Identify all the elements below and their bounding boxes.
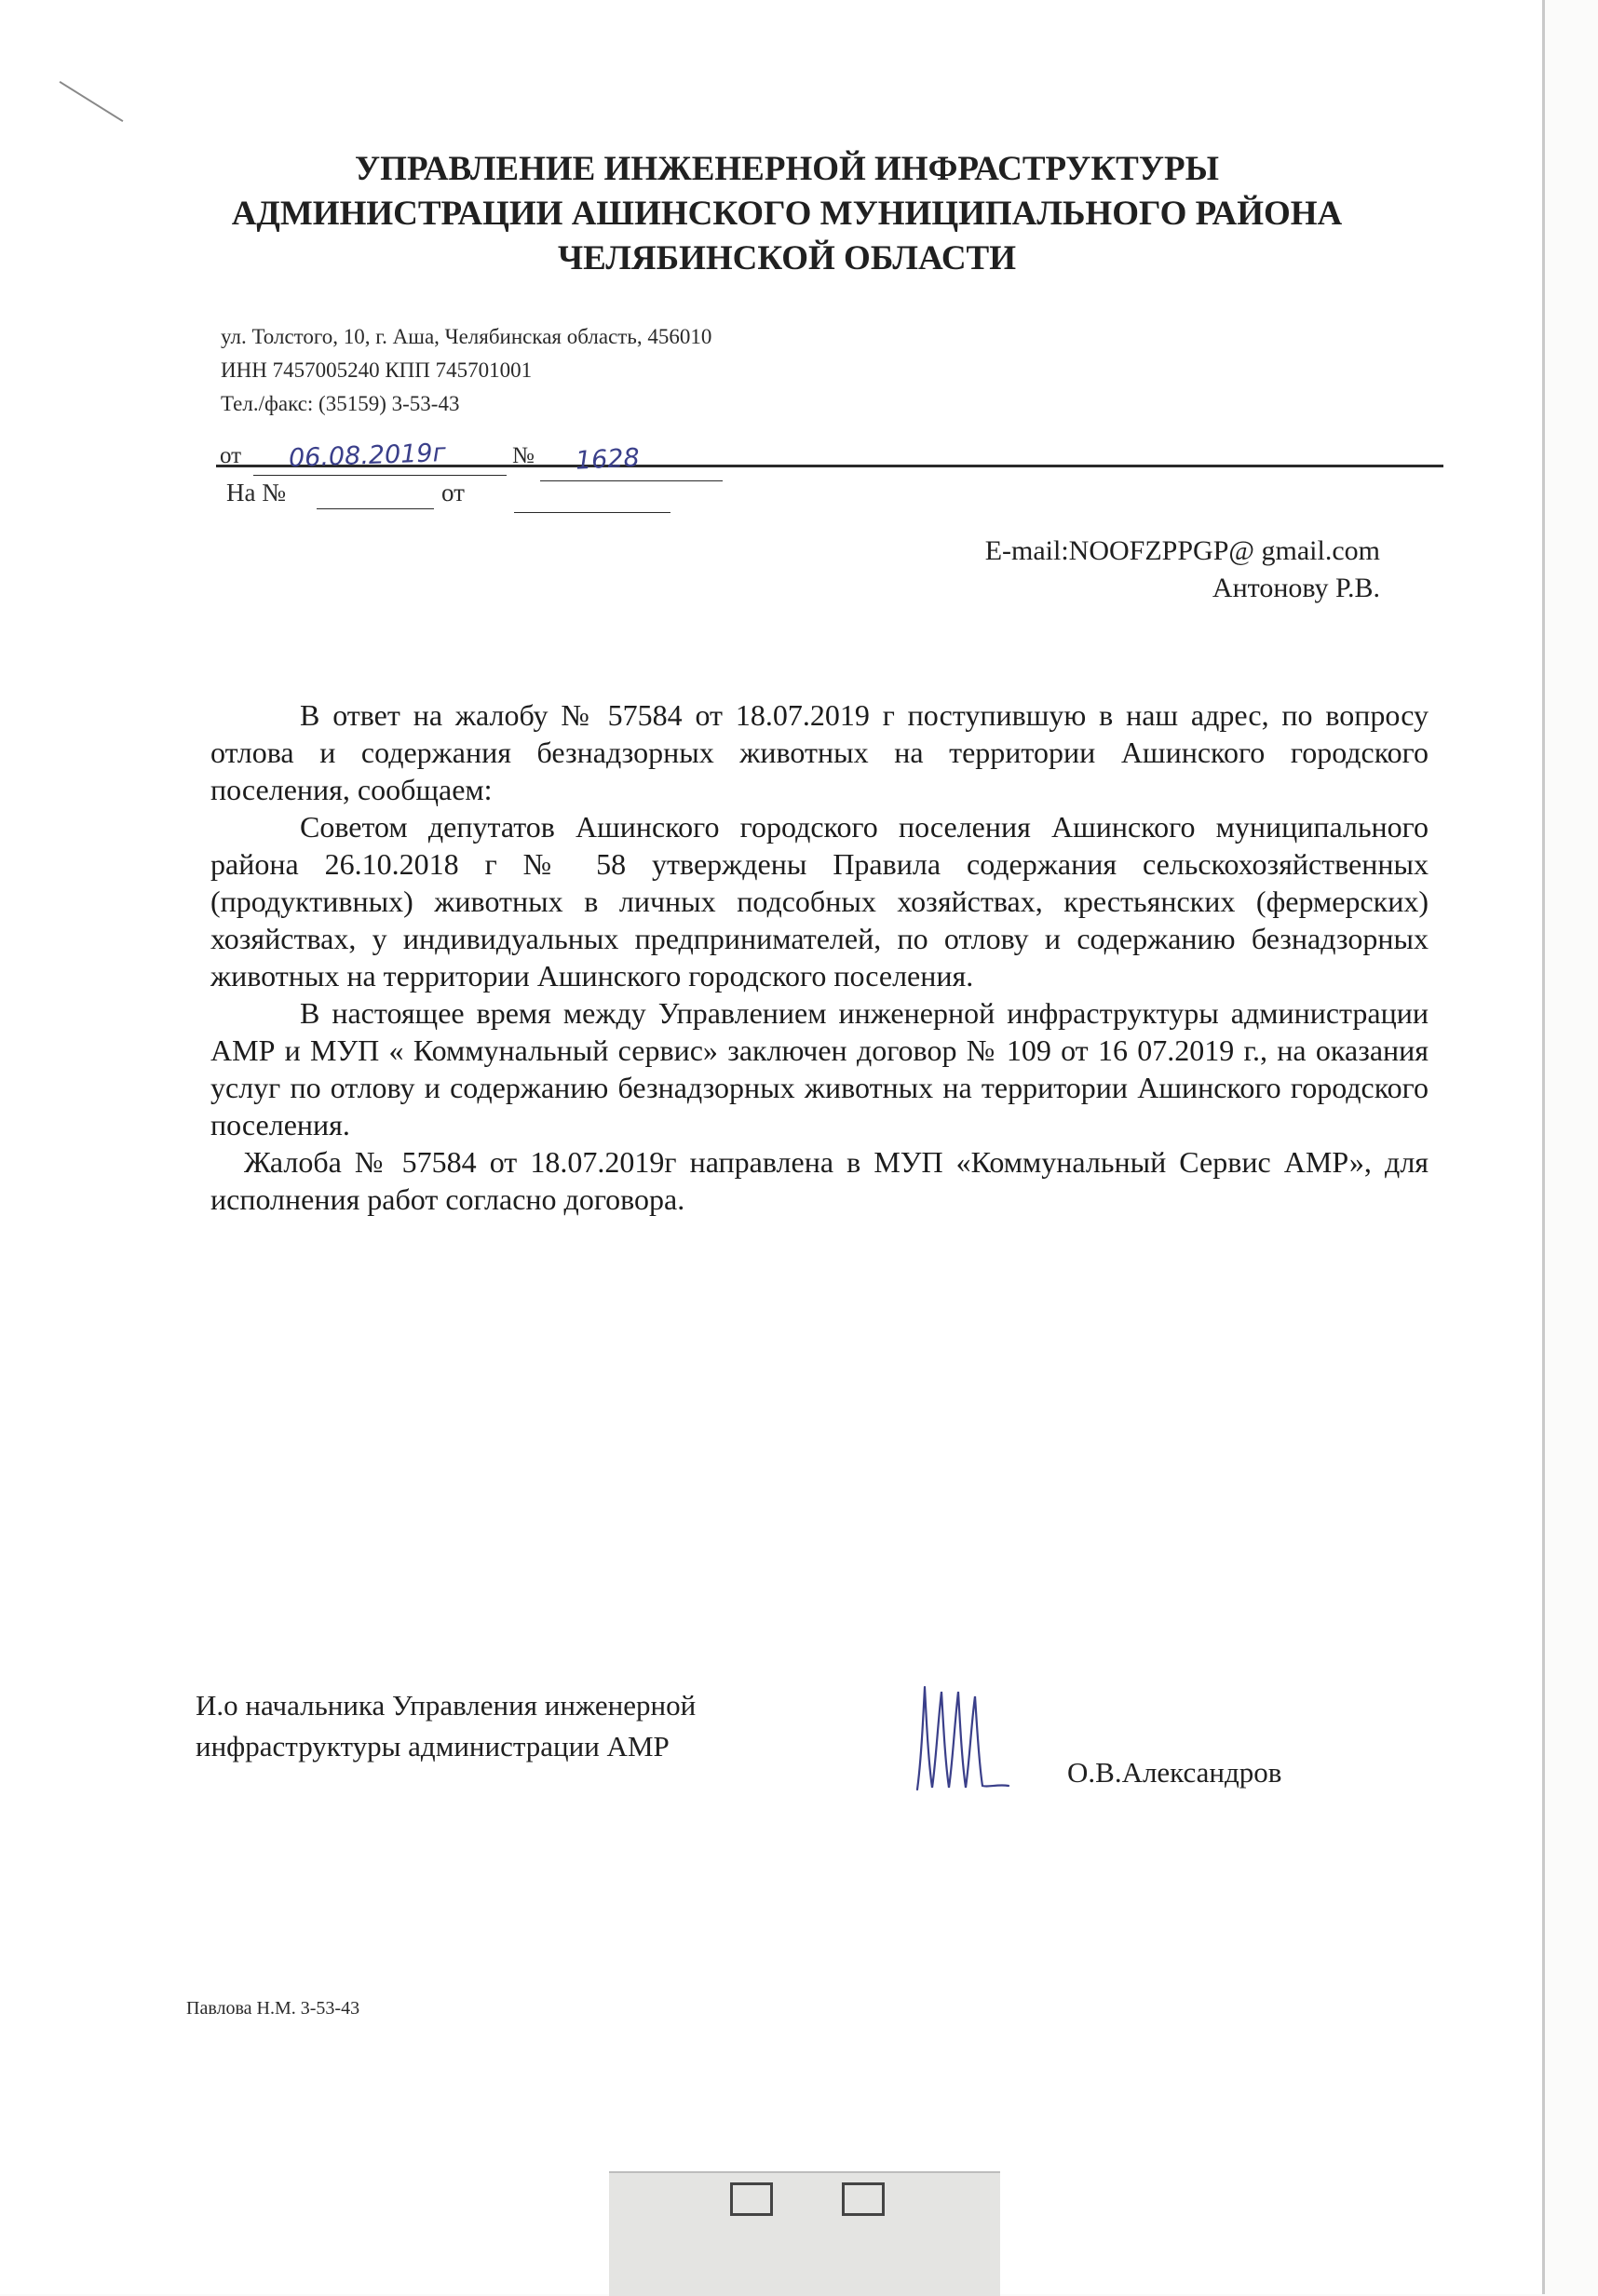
signer-position (196, 1685, 696, 1767)
letterhead-line-2: АДМИНИСТРАЦИИ АШИНСКОГО МУНИЦИПАЛЬНОГО РАЙОНА (231, 195, 1343, 233)
body-paragraph-1: В ответ на жалобу № 57584 от 18.07.2019 г поступившую в наш адрес, по вопросу отлова и содержания безнадзорных животных на территории Ашинского городского поселения, сообщаем: (210, 698, 1429, 806)
scan-artifact-mark (60, 81, 124, 122)
incoming-date-line (514, 512, 670, 513)
outgoing-date-line (253, 475, 507, 476)
addressee-name: Антонову Р.В. (1212, 573, 1380, 603)
scan-artifact-square (842, 2182, 885, 2216)
incoming-number-line (317, 508, 434, 509)
body-paragraph-4: Жалоба № 57584 от 18.07.2019г направлена в МУП «Коммунальный Сервис АМР», для исполнения работ согласно договора. (210, 1145, 1429, 1216)
letterhead-line-1: УПРАВЛЕНИЕ ИНЖЕНЕРНОЙ ИНФРАСТРУКТУРЫ (355, 150, 1219, 188)
outgoing-date-handwritten: 06.08.2019г (288, 439, 447, 473)
incoming-number-label: На № (226, 479, 286, 506)
scanner-bed-artifact (609, 2171, 1000, 2296)
letter-body (210, 696, 1429, 1218)
outgoing-number-line (540, 480, 723, 481)
executor-info: Павлова Н.М. 3-53-43 (186, 1998, 360, 2019)
addressee-block (985, 533, 1380, 607)
scan-artifact-square (730, 2182, 773, 2216)
handwritten-signature (908, 1668, 1020, 1799)
page-edge-shadow (1542, 0, 1545, 2294)
addressee-email: E-mail:NOOFZPPGP@ gmail.com (984, 535, 1380, 566)
outgoing-from-label: от (220, 443, 242, 468)
body-paragraph-2: Советом депутатов Ашинского городского поселения Ашинского муниципального района 26.10.2018 г № 58 утверждены Правила содержания сельскохозяйственных (продуктивных) животных в личных подсобных хозяйствах, крестьянских (фермерских) хозяйствах, у индивидуальных предпринимателей, по отлову и содержанию безнадзорных животных на территории Ашинского городского поселения. (210, 810, 1429, 993)
organization-requisites (221, 320, 711, 421)
body-paragraph-3: В настоящее время между Управлением инженерной инфраструктуры администрации АМР и МУП « Коммунальный сервис» заключен договор № 109 от 16 07.2019 г., на оказания услуг по отлову и содержанию безнадзорных животных на территории Ашинского городского поселения. (210, 996, 1429, 1141)
signer-position-line-1: И.о начальника Управления инженерной (196, 1689, 697, 1722)
address-line: ул. Толстого, 10, г. Аша, Челябинская область, 456010 (221, 325, 712, 348)
signer-name: О.В.Александров (1067, 1756, 1282, 1789)
outgoing-number-handwritten: 1628 (575, 443, 641, 476)
phone-line: Тел./факс: (35159) 3-53-43 (221, 392, 460, 415)
inn-kpp-line: ИНН 7457005240 КПП 745701001 (221, 358, 533, 382)
letterhead-line-3: ЧЕЛЯБИНСКОЙ ОБЛАСТИ (557, 239, 1017, 277)
letterhead (186, 147, 1388, 281)
incoming-from-label: от (441, 479, 465, 506)
signer-position-line-2: инфраструктуры администрации АМР (196, 1730, 670, 1763)
outgoing-number-label: № (512, 443, 535, 468)
